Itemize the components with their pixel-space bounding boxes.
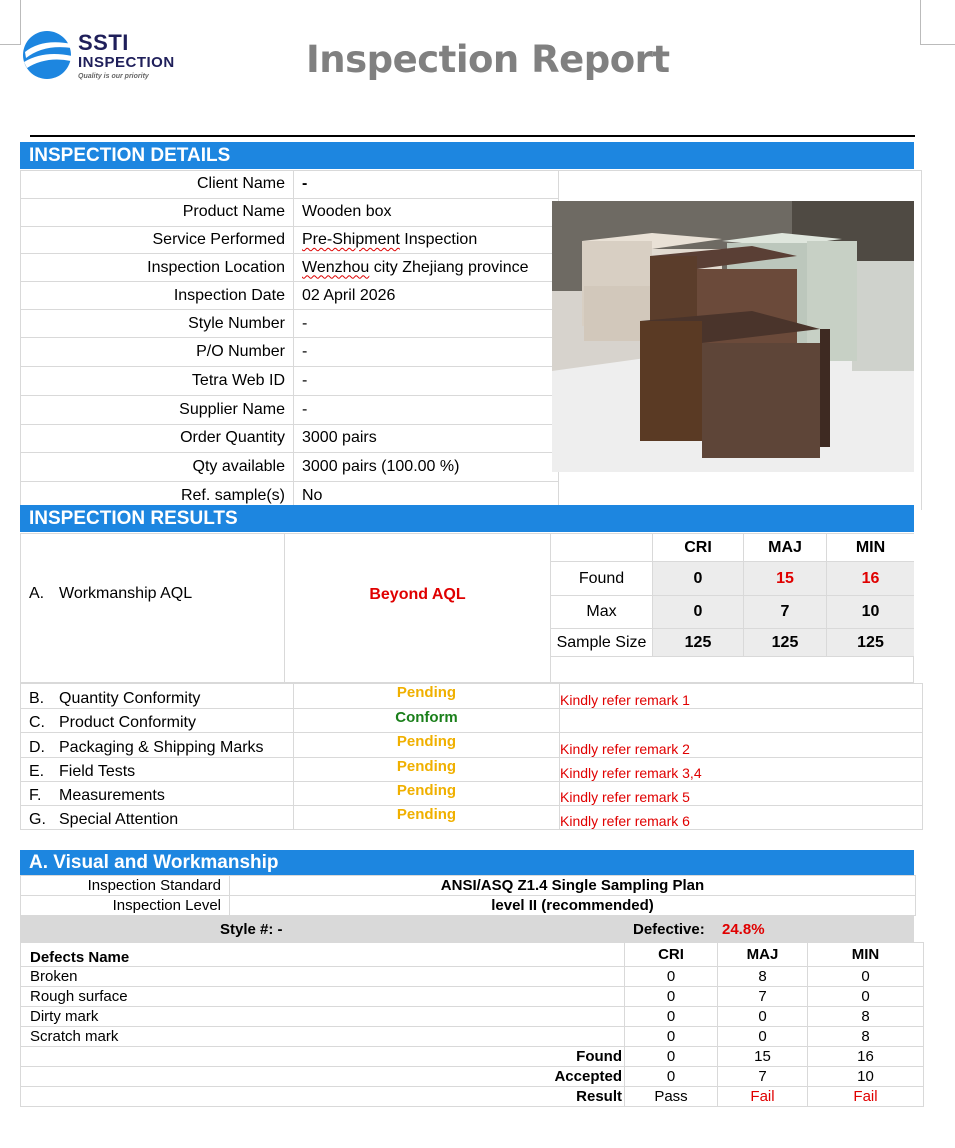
- defect-row: [21, 1027, 924, 1047]
- result-item-row: [21, 806, 923, 830]
- aql-max-min: 10: [827, 596, 915, 629]
- aql-sample-maj: 125: [744, 629, 827, 657]
- workmanship-label-cell: [20, 533, 285, 683]
- item-remark: Kindly refer remark 1: [560, 684, 923, 709]
- accepted-count-cri: 0: [625, 1067, 718, 1087]
- detail-value: [294, 396, 559, 425]
- detail-value-text: 3000 pairs: [302, 429, 377, 447]
- product-photo: [552, 201, 914, 472]
- detail-value-text: 02 April 2026: [302, 286, 396, 304]
- aql-found-maj: 15: [744, 562, 827, 596]
- defects-col-cri: CRI: [625, 943, 718, 967]
- detail-label: Order Quantity: [21, 425, 294, 453]
- defect-name: Dirty mark: [21, 1007, 625, 1027]
- style-number: Style #: -: [220, 921, 283, 938]
- item-label: Product Conformity: [59, 714, 196, 731]
- inspection-results-header: INSPECTION RESULTS: [20, 505, 914, 532]
- detail-label: Inspection Date: [21, 282, 294, 310]
- detail-label: P/O Number: [21, 338, 294, 367]
- detail-value-text: -: [302, 175, 308, 193]
- result-label: Result: [21, 1087, 625, 1107]
- detail-value-text: -: [302, 343, 308, 360]
- detail-label: Client Name: [21, 171, 294, 199]
- defect-count-cri: 0: [625, 987, 718, 1007]
- defect-name: Broken: [21, 967, 625, 987]
- found-count-min: 16: [808, 1047, 924, 1067]
- page-corner-mark-left: [0, 0, 21, 45]
- defect-count-cri: 0: [625, 967, 718, 987]
- item-remark: Kindly refer remark 6: [560, 806, 923, 830]
- defect-count-min: 0: [808, 967, 924, 987]
- detail-value-text: Wenzhou city Zhejiang province: [302, 258, 529, 276]
- page-corner-mark-right: [920, 0, 955, 45]
- wooden-box-photo-icon: [552, 201, 914, 472]
- detail-label: Tetra Web ID: [21, 367, 294, 396]
- item-letter: E.: [29, 763, 45, 780]
- detail-value-text: -: [302, 372, 308, 389]
- aql-sample-cri: 125: [653, 629, 744, 657]
- detail-value-text: -: [302, 401, 308, 418]
- result-row: [21, 1087, 924, 1107]
- defect-row: [21, 967, 924, 987]
- defects-header-row: [21, 943, 924, 967]
- aql-row-label: Found: [551, 562, 653, 596]
- item-status: Conform: [294, 709, 560, 733]
- defects-col-min: MIN: [808, 943, 924, 967]
- aql-row-label: Sample Size: [551, 629, 653, 657]
- accepted-count-min: 10: [808, 1067, 924, 1087]
- defects-table: [20, 942, 924, 1107]
- aql-found-min: 16: [827, 562, 915, 596]
- detail-value: [294, 310, 559, 338]
- detail-value-text: 3000 pairs (100.00 %): [302, 457, 460, 475]
- ssti-logo-icon: [22, 30, 76, 80]
- inspection-details-header: INSPECTION DETAILS: [20, 142, 914, 169]
- logo-line2: INSPECTION: [78, 54, 175, 71]
- item-label: Workmanship AQL: [59, 585, 193, 602]
- detail-label: Style Number: [21, 310, 294, 338]
- result-item-label-cell: [21, 758, 294, 782]
- inspection-standard-label: Inspection Standard: [21, 876, 230, 896]
- detail-value: [294, 171, 559, 199]
- item-status: Pending: [294, 806, 560, 830]
- defect-count-maj: 0: [718, 1007, 808, 1027]
- aql-sample-min: 125: [827, 629, 915, 657]
- defect-count-min: 0: [808, 987, 924, 1007]
- detail-value: [294, 254, 559, 282]
- item-letter: D.: [29, 739, 45, 756]
- accepted-count-maj: 7: [718, 1067, 808, 1087]
- results-items-table: [20, 683, 923, 830]
- defective-value: 24.8%: [722, 921, 765, 938]
- detail-value-text: Wooden box: [302, 203, 392, 220]
- defects-col-maj: MAJ: [718, 943, 808, 967]
- item-label: Special Attention: [59, 811, 179, 828]
- logo-line1: SSTI: [78, 30, 129, 55]
- detail-value: [294, 425, 559, 453]
- detail-label: Inspection Location: [21, 254, 294, 282]
- found-count-maj: 15: [718, 1047, 808, 1067]
- found-row: [21, 1047, 924, 1067]
- detail-label: Supplier Name: [21, 396, 294, 425]
- workmanship-label: [29, 585, 192, 603]
- item-label: Packaging & Shipping Marks: [59, 739, 264, 756]
- defect-count-min: 8: [808, 1007, 924, 1027]
- aql-max-maj: 7: [744, 596, 827, 629]
- detail-value: [294, 452, 559, 481]
- report-title: Inspection Report: [306, 38, 670, 81]
- defect-name: Rough surface: [21, 987, 625, 1007]
- detail-label: Product Name: [21, 198, 294, 226]
- result-item-row: [21, 709, 923, 733]
- workmanship-status-cell: [285, 533, 551, 683]
- aql-summary-table: [551, 533, 914, 657]
- defect-count-cri: 0: [625, 1027, 718, 1047]
- detail-value-text: -: [302, 314, 308, 332]
- accepted-label: Accepted: [21, 1067, 625, 1087]
- style-defective-band: [20, 916, 914, 942]
- result-value-min: Fail: [808, 1087, 924, 1107]
- item-letter: C.: [29, 714, 45, 731]
- inspection-level-label: Inspection Level: [21, 896, 230, 916]
- defect-row: [21, 1007, 924, 1027]
- detail-value: [294, 198, 559, 226]
- item-status: Pending: [294, 733, 560, 758]
- found-count-cri: 0: [625, 1047, 718, 1067]
- item-status: Pending: [294, 782, 560, 806]
- aql-row-label: Max: [551, 596, 653, 629]
- detail-value: [294, 282, 559, 310]
- detail-row: [21, 171, 922, 199]
- defect-name: Scratch mark: [21, 1027, 625, 1047]
- inspection-standard-value: ANSI/ASQ Z1.4 Single Sampling Plan: [230, 876, 916, 896]
- item-status: Pending: [294, 758, 560, 782]
- item-letter: B.: [29, 690, 45, 707]
- result-item-label-cell: [21, 733, 294, 758]
- defects-name-header: Defects Name: [21, 943, 625, 967]
- aql-col-min: MIN: [827, 534, 915, 562]
- item-label: Quantity Conformity: [59, 690, 201, 707]
- detail-label: Qty available: [21, 452, 294, 481]
- detail-value: [294, 367, 559, 396]
- item-letter: A.: [29, 585, 45, 602]
- result-item-label-cell: [21, 684, 294, 709]
- result-value-cri: Pass: [625, 1087, 718, 1107]
- detail-label: Ref. sample(s): [21, 481, 294, 510]
- inspection-standard-table: [20, 875, 916, 916]
- defect-count-maj: 7: [718, 987, 808, 1007]
- detail-value: [294, 226, 559, 254]
- aql-col-maj: MAJ: [744, 534, 827, 562]
- aql-found-cri: 0: [653, 562, 744, 596]
- item-remark: Kindly refer remark 3,4: [560, 758, 923, 782]
- inspection-level-value: level II (recommended): [230, 896, 916, 916]
- result-item-row: [21, 733, 923, 758]
- result-item-row: [21, 782, 923, 806]
- aql-col-cri: CRI: [653, 534, 744, 562]
- item-remark: Kindly refer remark 2: [560, 733, 923, 758]
- defect-count-cri: 0: [625, 1007, 718, 1027]
- result-item-label-cell: [21, 782, 294, 806]
- defect-row: [21, 987, 924, 1007]
- detail-value-text: No: [302, 486, 323, 504]
- defect-count-maj: 8: [718, 967, 808, 987]
- visual-workmanship-header: A. Visual and Workmanship: [20, 850, 914, 875]
- workmanship-status: Beyond AQL: [369, 586, 466, 603]
- item-status: Pending: [294, 684, 560, 709]
- found-label: Found: [21, 1047, 625, 1067]
- item-label: Measurements: [59, 787, 165, 804]
- item-letter: G.: [29, 811, 46, 828]
- result-item-label-cell: [21, 806, 294, 830]
- defective-label: Defective:: [633, 921, 705, 938]
- detail-label: Service Performed: [21, 226, 294, 254]
- logo-wordmark: [78, 32, 175, 80]
- item-letter: F.: [29, 787, 42, 804]
- result-item-row: [21, 684, 923, 709]
- defect-count-min: 8: [808, 1027, 924, 1047]
- accepted-row: [21, 1067, 924, 1087]
- defect-count-maj: 0: [718, 1027, 808, 1047]
- item-label: Field Tests: [59, 763, 136, 780]
- result-item-row: [21, 758, 923, 782]
- item-remark: Kindly refer remark 5: [560, 782, 923, 806]
- logo-tagline: Quality is our priority: [78, 73, 149, 80]
- result-item-label-cell: [21, 709, 294, 733]
- aql-max-cri: 0: [653, 596, 744, 629]
- detail-value: [294, 338, 559, 367]
- title-divider: [30, 135, 915, 137]
- item-remark: [560, 709, 923, 733]
- detail-value-text: Pre-Shipment Inspection: [302, 230, 478, 248]
- result-value-maj: Fail: [718, 1087, 808, 1107]
